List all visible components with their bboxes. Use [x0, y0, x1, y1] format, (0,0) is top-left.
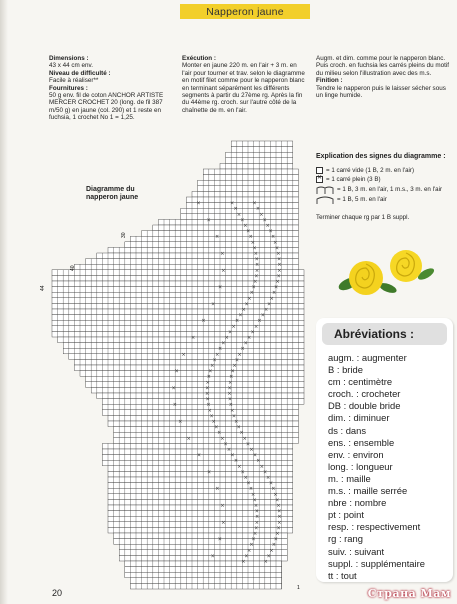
filled-cell-mark: ×	[246, 228, 251, 235]
filled-cell-mark: ×	[252, 531, 258, 537]
filled-cell-mark: ×	[275, 531, 280, 537]
filled-cell-mark: ×	[231, 323, 236, 330]
page-number: 20	[52, 588, 63, 598]
grid-row	[108, 505, 293, 511]
filled-cell-mark: ×	[227, 391, 232, 397]
filled-cell-mark: ×	[269, 547, 274, 554]
filled-cell-mark: ×	[250, 329, 255, 336]
abbreviation-item: dim. : diminuer	[328, 412, 390, 424]
filled-cell-mark: ×	[210, 553, 215, 560]
grid-row	[108, 480, 293, 489]
filled-cell-mark: ×	[218, 346, 223, 353]
filled-cell-mark: ×	[254, 514, 260, 521]
filled-cell-mark: ×	[254, 256, 259, 263]
difficulty-heading: Niveau de difficulté :	[49, 69, 111, 77]
abbreviations-panel	[316, 318, 453, 582]
abbreviation-item: DB : double bride	[328, 400, 401, 412]
filled-cell-mark: ×	[273, 284, 279, 291]
filled-cell-mark: ×	[262, 217, 267, 224]
filled-cell-mark: ×	[253, 503, 259, 509]
filled-cell-mark: ×	[254, 508, 259, 515]
grid-row	[114, 536, 288, 545]
grid-row	[231, 141, 293, 147]
filled-cell-mark: ×	[277, 267, 282, 274]
filled-cell-mark: ×	[210, 301, 216, 308]
filled-cell-mark: ×	[271, 234, 276, 241]
abbreviation-item: rg : rang	[328, 533, 363, 545]
filled-cell-mark: ×	[276, 503, 281, 509]
filled-cell-mark: ×	[250, 491, 256, 498]
filled-cell-mark: ×	[206, 402, 211, 409]
abbreviation-item: augm. : augmenter	[328, 352, 407, 363]
filled-cell-mark: ×	[233, 206, 238, 213]
filled-cell-mark: ×	[206, 374, 211, 381]
filled-cell-mark: ×	[268, 480, 274, 487]
grid-row	[74, 365, 304, 371]
filled-cell-mark: ×	[246, 547, 252, 554]
abbreviation-item: ens. : ensemble	[328, 436, 395, 448]
abbreviation-item: nbre : nombre	[328, 497, 387, 509]
filled-cell-mark: ×	[211, 419, 216, 425]
supplies-heading: Fournitures :	[49, 84, 88, 92]
filled-cell-mark: ×	[253, 279, 258, 285]
filled-cell-mark: ×	[269, 295, 274, 302]
filled-cell-mark: ×	[252, 497, 257, 504]
filled-cell-mark: ×	[190, 335, 196, 341]
filled-cell-mark: ×	[230, 368, 235, 375]
grid-row	[102, 407, 298, 416]
filled-cell-mark: ×	[237, 463, 242, 470]
abbreviation-item: pt : point	[328, 509, 364, 521]
filled-cell-mark: ×	[205, 396, 210, 403]
filled-cell-mark: ×	[217, 536, 222, 543]
abbreviation-item: B : bride	[328, 364, 363, 376]
filled-cell-mark: ×	[243, 223, 248, 229]
filled-cell-mark: ×	[237, 351, 242, 358]
abbreviation-item: m. : maille	[328, 472, 371, 484]
filled-cell-mark: ×	[263, 559, 268, 565]
filled-cell-mark: ×	[275, 279, 280, 285]
filled-cell-mark: ×	[243, 475, 248, 481]
filled-cell-mark: ×	[273, 536, 278, 543]
filled-cell-mark: ×	[221, 267, 226, 274]
filled-cell-mark: ×	[277, 514, 282, 521]
grid-row	[52, 323, 304, 332]
filled-cell-mark: ×	[238, 312, 243, 319]
filled-cell-mark: ×	[277, 256, 282, 263]
filled-cell-mark: ×	[254, 273, 259, 280]
filled-cell-mark: ×	[232, 363, 237, 369]
site-watermark: Страна Мам	[367, 587, 451, 600]
grid-row	[52, 331, 304, 337]
filled-cell-mark: ×	[233, 458, 239, 465]
grid-row	[52, 292, 304, 298]
filled-cell-mark: ×	[259, 211, 264, 218]
grid-row	[158, 219, 298, 225]
filled-cell-mark: ×	[260, 312, 265, 319]
legend-note: Terminer chaque rg par 1 B suppl.	[316, 213, 410, 221]
filled-cell-mark: ×	[236, 424, 241, 431]
grid-row	[114, 432, 299, 438]
filled-cell-mark: ×	[229, 374, 234, 381]
abbreviation-item: m.s. : maille serrée	[328, 485, 408, 497]
grid-row	[108, 519, 293, 528]
page-title: Napperon jaune	[180, 4, 310, 19]
filled-cell-mark: ×	[227, 385, 232, 392]
abbreviation-item: suppl. : supplémentaire	[328, 557, 425, 569]
filled-cell-mark: ×	[224, 335, 229, 341]
filled-cell-mark: ×	[262, 469, 268, 476]
execution-heading: Exécution :	[182, 55, 216, 62]
grid-row	[108, 508, 293, 517]
symbol-legend	[316, 153, 452, 221]
abbreviation-item: cm : centimètre	[328, 376, 393, 388]
execution-text: Monter en jaune 220 m. en l'air + 3 m. en l'air pour tourner et trav. selon le diagramme en motif filet comme pour le napperon blanc en terminant séparément les différents segments à partir du 27ème rg. Après la fin du 44ème rg. croch. sur l'autre côté de la chaînette de m. en l'air.	[182, 62, 305, 114]
filled-cell-mark: ×	[273, 239, 278, 246]
filled-cell-mark: ×	[259, 463, 264, 470]
filled-cell-mark: ×	[253, 251, 259, 257]
filled-cell-mark: ×	[268, 228, 273, 235]
filled-cell-mark: ×	[254, 519, 260, 526]
filled-cell-mark: ×	[223, 441, 228, 448]
filled-cell-mark: ×	[276, 273, 281, 280]
filled-cell-mark: ×	[244, 301, 249, 308]
filled-cell-mark: ×	[254, 525, 259, 532]
grid-row	[52, 284, 304, 293]
filled-cell-mark: ×	[221, 519, 226, 526]
filled-cell-mark: ×	[196, 452, 202, 459]
legend-item: = 1 B, 5 m. en l'air	[316, 196, 452, 204]
filled-cell-mark: ×	[250, 239, 255, 246]
filled-cell-mark: ×	[277, 519, 282, 526]
filled-cell-mark: ×	[236, 211, 242, 218]
grid-row	[108, 499, 293, 505]
filled-cell-mark: ×	[272, 290, 277, 297]
filled-cell-mark: ×	[215, 351, 220, 358]
legend-item: = 1 B, 3 m. en l'air, 1 m.s., 3 m. en l'air	[316, 186, 452, 194]
grid-row	[108, 488, 293, 494]
legend-item: = 1 carré vide (1 B, 2 m. en l'air)	[316, 167, 452, 174]
legend-item: ✕ = 1 carré plein (3 B)	[316, 176, 452, 183]
filled-cell-mark: ×	[220, 251, 225, 257]
grid-row	[97, 393, 304, 399]
filled-cell-mark: ×	[221, 340, 226, 347]
filled-cell-mark: ×	[186, 435, 191, 442]
grid-row	[203, 175, 298, 181]
filled-cell-mark: ×	[249, 542, 254, 549]
filled-cell-mark: ×	[263, 307, 269, 313]
filled-cell-mark: ×	[266, 475, 271, 481]
filled-cell-mark: ×	[240, 346, 245, 353]
filled-cell-mark: ×	[217, 430, 222, 437]
arc-symbol-icon	[316, 186, 334, 194]
filled-cell-mark: ×	[275, 497, 280, 504]
filled-cell-mark: ×	[234, 419, 239, 425]
filled-cell-mark: ×	[235, 318, 240, 325]
yellow-roses-image	[336, 244, 436, 304]
filled-cell-mark: ×	[240, 469, 245, 476]
filled-cell-mark: ×	[249, 447, 254, 453]
abbreviation-item: suiv. : suivant	[328, 545, 385, 557]
filled-cell-mark: ×	[271, 542, 276, 549]
grid-row	[130, 583, 281, 589]
filled-cell-mark: ×	[251, 536, 256, 543]
row-label-44: 44	[40, 285, 46, 291]
filled-cell-mark: ×	[249, 290, 254, 297]
grid-row	[114, 424, 299, 433]
filled-cell-mark: ×	[245, 441, 251, 448]
grid-row	[114, 533, 288, 539]
grid-row	[203, 169, 298, 175]
filled-cell-mark: ×	[276, 251, 281, 257]
finishing-text: Tendre le napperon puis le laisser sécher sous un linge humide.	[316, 84, 446, 100]
grid-row	[108, 516, 293, 522]
filled-cell-mark: ×	[234, 357, 240, 364]
filled-cell-mark: ×	[205, 379, 210, 386]
filled-cell-mark: ×	[253, 323, 259, 330]
abbreviations-list	[328, 352, 450, 582]
filled-cell-mark: ×	[214, 424, 219, 431]
filled-cell-mark: ×	[217, 284, 223, 291]
filled-cell-mark: ×	[215, 486, 220, 493]
filled-cell-mark: ×	[246, 480, 251, 487]
filled-cell-mark: ×	[206, 217, 211, 224]
filled-cell-mark: ×	[174, 368, 179, 375]
filled-cell-mark: ×	[228, 402, 233, 409]
filled-cell-mark: ×	[277, 508, 282, 515]
abbreviations-title: Abréviations :	[322, 323, 447, 345]
grid-row	[63, 340, 304, 349]
filled-cell-mark: ×	[205, 391, 210, 397]
filled-cell-mark: ×	[243, 340, 248, 347]
filled-cell-mark: ×	[257, 318, 262, 325]
filled-cell-mark: ×	[201, 318, 206, 325]
finishing-heading: Finition :	[316, 77, 343, 85]
filled-cell-mark: ×	[266, 553, 271, 560]
filled-cell-mark: ×	[172, 402, 177, 409]
grid-row	[74, 359, 304, 365]
filled-cell-mark: ×	[230, 407, 235, 414]
filled-cell-mark: ×	[231, 413, 237, 420]
filled-cell-mark: ×	[273, 491, 278, 498]
filled-cell-mark: ×	[226, 447, 232, 453]
filled-cell-mark: ×	[252, 452, 258, 459]
empty-square-icon	[316, 167, 323, 174]
grid-row	[86, 379, 304, 388]
filled-cell-mark: ×	[230, 200, 235, 207]
grid-row	[220, 163, 293, 169]
row-label-30: 30	[121, 232, 127, 238]
filled-cell-mark: ×	[209, 413, 214, 420]
grid-row	[108, 527, 293, 533]
filled-cell-mark: ×	[276, 525, 281, 532]
grid-row	[102, 404, 298, 410]
filled-cell-mark: ×	[227, 396, 233, 403]
filled-cell-mark: ×	[240, 217, 245, 224]
filled-cell-mark: ×	[181, 351, 186, 358]
filled-cell-mark: ×	[271, 486, 276, 493]
filled-cell-mark: ×	[207, 407, 212, 414]
filled-cell-mark: ×	[266, 301, 272, 308]
filled-cell-mark: ×	[248, 486, 254, 493]
dimensions-value: 43 x 44 cm env.	[49, 62, 93, 70]
grid-row	[108, 491, 293, 500]
filled-cell-mark: ×	[210, 363, 215, 369]
filled-cell-mark: ×	[247, 295, 252, 302]
diagram-label: Diagramme du napperon jaune	[86, 186, 139, 201]
grid-row	[52, 281, 304, 287]
filled-cell-mark: ×	[208, 368, 213, 375]
filled-cell-mark: ×	[274, 245, 280, 252]
filled-cell-mark: ×	[220, 435, 225, 442]
row-label-40: 40	[70, 265, 76, 271]
small-arc-icon	[316, 196, 334, 204]
filled-cell-mark: ×	[206, 469, 212, 476]
grid-row	[52, 320, 304, 326]
filled-cell-mark: ×	[215, 234, 220, 241]
row-label-1: 1	[297, 585, 300, 591]
filled-cell-mark: ×	[252, 200, 257, 207]
filled-cell-mark: ×	[212, 357, 217, 364]
dimensions-heading: Dimensions :	[49, 55, 89, 62]
grid-row	[52, 312, 304, 321]
filled-cell-mark: ×	[256, 458, 261, 465]
abbreviation-item: croch. : crocheter	[328, 388, 401, 400]
filled-cell-mark: ×	[254, 262, 260, 269]
filled-cell-mark: ×	[228, 329, 233, 336]
supplies-value: 50 g env. fil de coton ANCHOR ARTISTE MERCER CROCHET 20 (long. de fil 387 m/50 g) en jaune (col. 290) et 1 reste en fuchsia, 1 crochet No 1 = 1,25.	[49, 92, 164, 122]
grid-row	[114, 435, 299, 444]
filled-cell-mark: ×	[252, 245, 257, 252]
filled-cell-mark: ×	[254, 267, 260, 274]
filled-cell-mark: ×	[178, 419, 183, 425]
filled-cell-mark: ×	[248, 234, 253, 241]
grid-row	[52, 275, 304, 281]
filled-cell-mark: ×	[220, 503, 225, 509]
difficulty-value: Facile à réaliser**	[49, 77, 99, 85]
filled-cell-mark: ×	[241, 307, 246, 313]
abbreviation-item: long. : longueur	[328, 460, 393, 472]
abbreviation-item: ds : dans	[328, 424, 367, 436]
filled-cell-mark: ×	[241, 559, 246, 565]
full-square-icon	[316, 176, 323, 183]
filled-cell-mark: ×	[242, 435, 247, 442]
abbreviation-item: env. : environ	[328, 448, 384, 460]
filled-cell-mark: ×	[171, 385, 176, 392]
filled-cell-mark: ×	[265, 223, 270, 229]
filled-cell-mark: ×	[205, 385, 210, 392]
filled-cell-mark: ×	[230, 452, 235, 459]
filled-cell-mark: ×	[196, 200, 201, 207]
grid-row	[130, 578, 281, 584]
filled-cell-mark: ×	[228, 379, 233, 386]
filled-cell-mark: ×	[239, 430, 244, 437]
filled-cell-mark: ×	[277, 262, 282, 269]
grid-row	[231, 147, 293, 153]
legend-title: Explication des signes du diagramme :	[316, 153, 446, 160]
abbreviation-item: tt : tout	[328, 569, 357, 581]
increase-text: Augm. et dim. comme pour le napperon blanc. Puis croch. en fuchsia les carrés pleins du motif du milieu selon l'illustration avec des m.s.	[316, 55, 449, 77]
filled-cell-mark: ×	[244, 553, 249, 560]
filled-cell-mark: ×	[251, 284, 256, 291]
abbreviation-item: resp. : respectivement	[328, 521, 421, 533]
grid-row	[86, 376, 304, 382]
grid-row	[192, 191, 298, 197]
filled-cell-mark: ×	[255, 206, 261, 213]
filled-cell-mark: ×	[246, 335, 252, 341]
